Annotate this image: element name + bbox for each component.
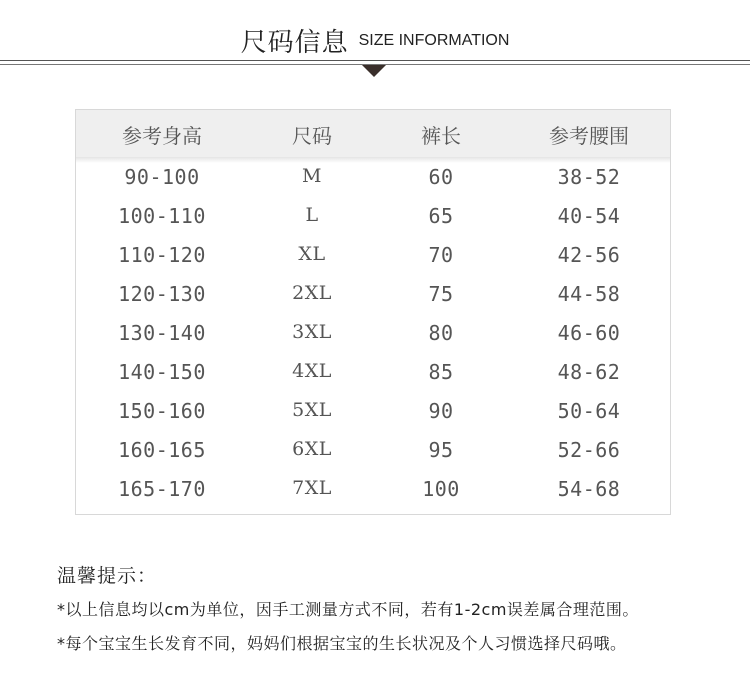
- cell-size: XL: [298, 243, 326, 265]
- cell-pants-length: 65: [428, 204, 454, 228]
- table-row: [76, 399, 670, 438]
- table-row: [76, 438, 670, 477]
- table-row: [76, 360, 670, 399]
- cell-waist: 42-56: [557, 243, 621, 267]
- size-table: [75, 109, 671, 515]
- table-row: [76, 282, 670, 321]
- cell-size: 2XL: [292, 282, 332, 304]
- cell-pants-length: 85: [428, 360, 454, 384]
- cell-pants-length: 75: [428, 282, 454, 306]
- section-header: [0, 0, 750, 80]
- cell-size: 3XL: [292, 321, 332, 343]
- header-title: [0, 22, 750, 59]
- cell-size: 6XL: [292, 438, 332, 460]
- down-arrow-icon: [362, 65, 386, 77]
- cell-pants-length: 70: [428, 243, 454, 267]
- cell-height: 165-170: [118, 477, 206, 501]
- cell-height: 100-110: [118, 204, 206, 228]
- cell-waist: 52-66: [557, 438, 621, 462]
- cell-waist: 40-54: [557, 204, 621, 228]
- column-header-waist: 参考腰围: [549, 124, 629, 148]
- cell-height: 90-100: [124, 165, 200, 189]
- cell-height: 140-150: [118, 360, 206, 384]
- cell-waist: 50-64: [557, 399, 621, 423]
- cell-waist: 44-58: [557, 282, 621, 306]
- cell-size: 4XL: [292, 360, 332, 382]
- cell-height: 130-140: [118, 321, 206, 345]
- table-row: [76, 477, 670, 516]
- table-row: [76, 165, 670, 204]
- cell-waist: 54-68: [557, 477, 621, 501]
- cell-height: 110-120: [118, 243, 206, 267]
- cell-waist: 38-52: [557, 165, 621, 189]
- tips-title: 温馨提示：: [57, 565, 158, 587]
- column-header-size: 尺码: [292, 124, 332, 148]
- cell-size: 7XL: [292, 477, 332, 499]
- title-chinese: 尺码信息: [240, 28, 349, 58]
- divider-line-top: [0, 60, 750, 61]
- tip-growth-note: *每个宝宝生长发育不同，妈妈们根据宝宝的生长状况及个人习惯选择尺码哦。: [57, 634, 627, 653]
- table-row: [76, 204, 670, 243]
- cell-waist: 48-62: [557, 360, 621, 384]
- cell-pants-length: 100: [422, 477, 460, 501]
- tip-unit-note: *以上信息均以cm为单位，因手工测量方式不同，若有1-2cm误差属合理范围。: [57, 600, 639, 619]
- table-row: [76, 321, 670, 360]
- column-header-height: 参考身高: [122, 124, 202, 148]
- cell-pants-length: 90: [428, 399, 454, 423]
- table-header: [76, 110, 670, 157]
- cell-waist: 46-60: [557, 321, 621, 345]
- table-row: [76, 243, 670, 282]
- column-header-pants-length: 裤长: [421, 124, 461, 148]
- cell-pants-length: 60: [428, 165, 454, 189]
- table-header-shadow: [76, 157, 670, 163]
- cell-pants-length: 95: [428, 438, 454, 462]
- cell-height: 160-165: [118, 438, 206, 462]
- title-english: SIZE INFORMATION: [358, 31, 510, 49]
- cell-size: M: [302, 165, 322, 187]
- cell-height: 150-160: [118, 399, 206, 423]
- cell-size: 5XL: [292, 399, 332, 421]
- cell-pants-length: 80: [428, 321, 454, 345]
- cell-height: 120-130: [118, 282, 206, 306]
- cell-size: L: [305, 204, 319, 226]
